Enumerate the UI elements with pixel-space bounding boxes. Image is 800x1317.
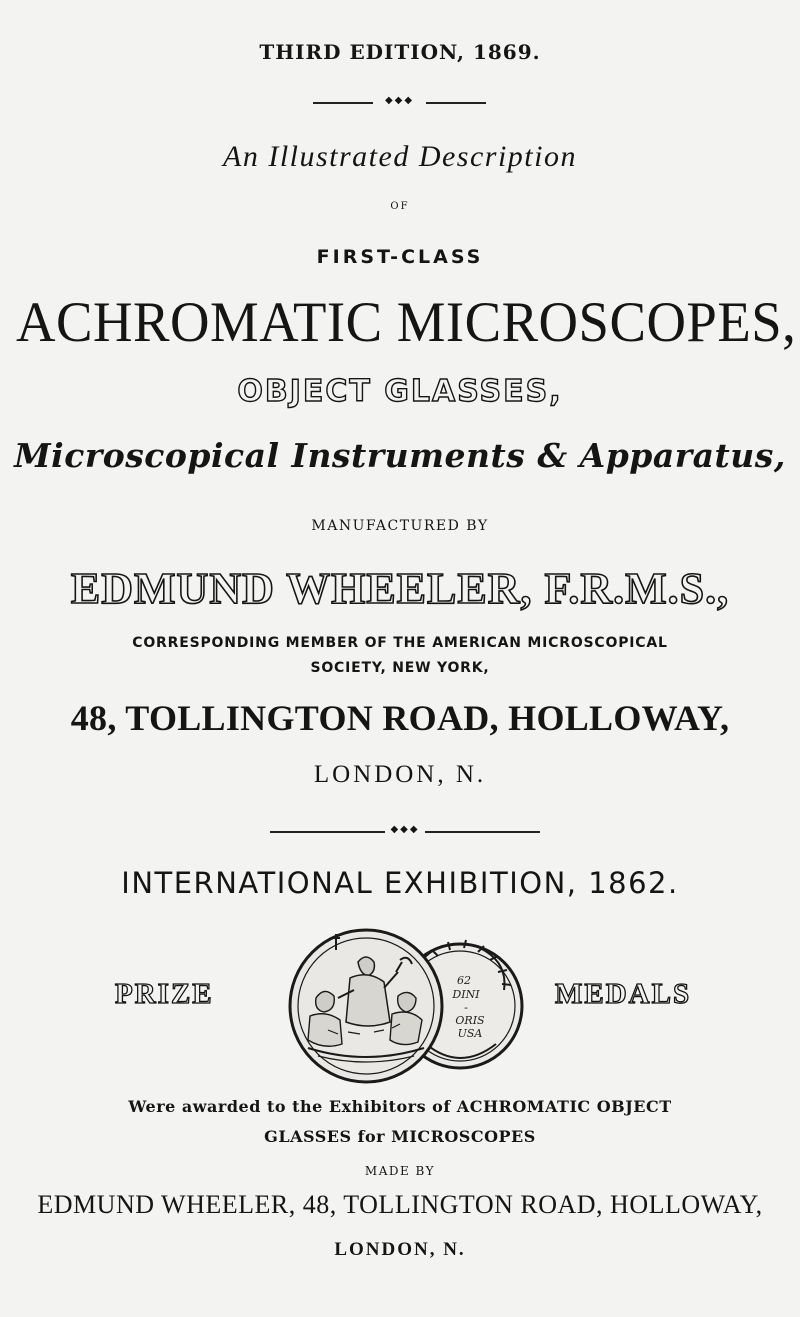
manufactured-by: MANUFACTURED BY bbox=[311, 518, 489, 534]
exhibition-heading: INTERNATIONAL EXHIBITION, 1862. bbox=[121, 866, 679, 900]
edition-line: THIRD EDITION, 1869. bbox=[259, 40, 541, 64]
seal-text-5: USA bbox=[457, 1027, 483, 1040]
object-glasses-heading: OBJECT GLASSES, bbox=[237, 374, 563, 409]
maker-name: EDMUND WHEELER, F.R.M.S., bbox=[70, 564, 730, 613]
prize-label: PRIZE bbox=[115, 978, 214, 1010]
seal-text-1: 62 bbox=[457, 974, 471, 987]
seal-text-3: - bbox=[464, 1001, 468, 1014]
made-by: MADE BY bbox=[364, 1164, 436, 1178]
membership-line-2: SOCIETY, NEW YORK, bbox=[310, 660, 490, 676]
medal-obverse bbox=[290, 930, 442, 1082]
description-heading: An Illustrated Description bbox=[223, 140, 577, 173]
instruments-heading: Microscopical Instruments & Apparatus, bbox=[14, 436, 786, 475]
award-text-line-1: Were awarded to the Exhibitors of ACHROMATIC OBJECT bbox=[128, 1097, 672, 1116]
city-line: LONDON, N. bbox=[313, 761, 487, 788]
membership-line-1: CORRESPONDING MEMBER OF THE AMERICAN MICROSCOPICAL bbox=[132, 635, 668, 651]
footer-city: LONDON, N. bbox=[334, 1239, 466, 1260]
prize-medals-illustration bbox=[288, 920, 528, 1090]
of-word: OF bbox=[390, 201, 410, 212]
seal-text-4: ORIS bbox=[455, 1014, 485, 1027]
main-title: ACHROMATIC MICROSCOPES, bbox=[16, 291, 797, 354]
first-class-heading: FIRST-CLASS bbox=[316, 246, 484, 268]
ornamental-rule-top: ◆◆◆ bbox=[313, 99, 486, 107]
footer-address: EDMUND WHEELER, 48, TOLLINGTON ROAD, HOLLOWAY, bbox=[37, 1190, 763, 1219]
medals-label: MEDALS bbox=[555, 978, 692, 1010]
address-line: 48, TOLLINGTON ROAD, HOLLOWAY, bbox=[70, 698, 730, 738]
award-text-line-2: GLASSES for MICROSCOPES bbox=[264, 1127, 536, 1146]
ornamental-rule-middle: ◆◆◆ bbox=[270, 828, 540, 836]
seal-text-2: DINI bbox=[452, 988, 480, 1001]
